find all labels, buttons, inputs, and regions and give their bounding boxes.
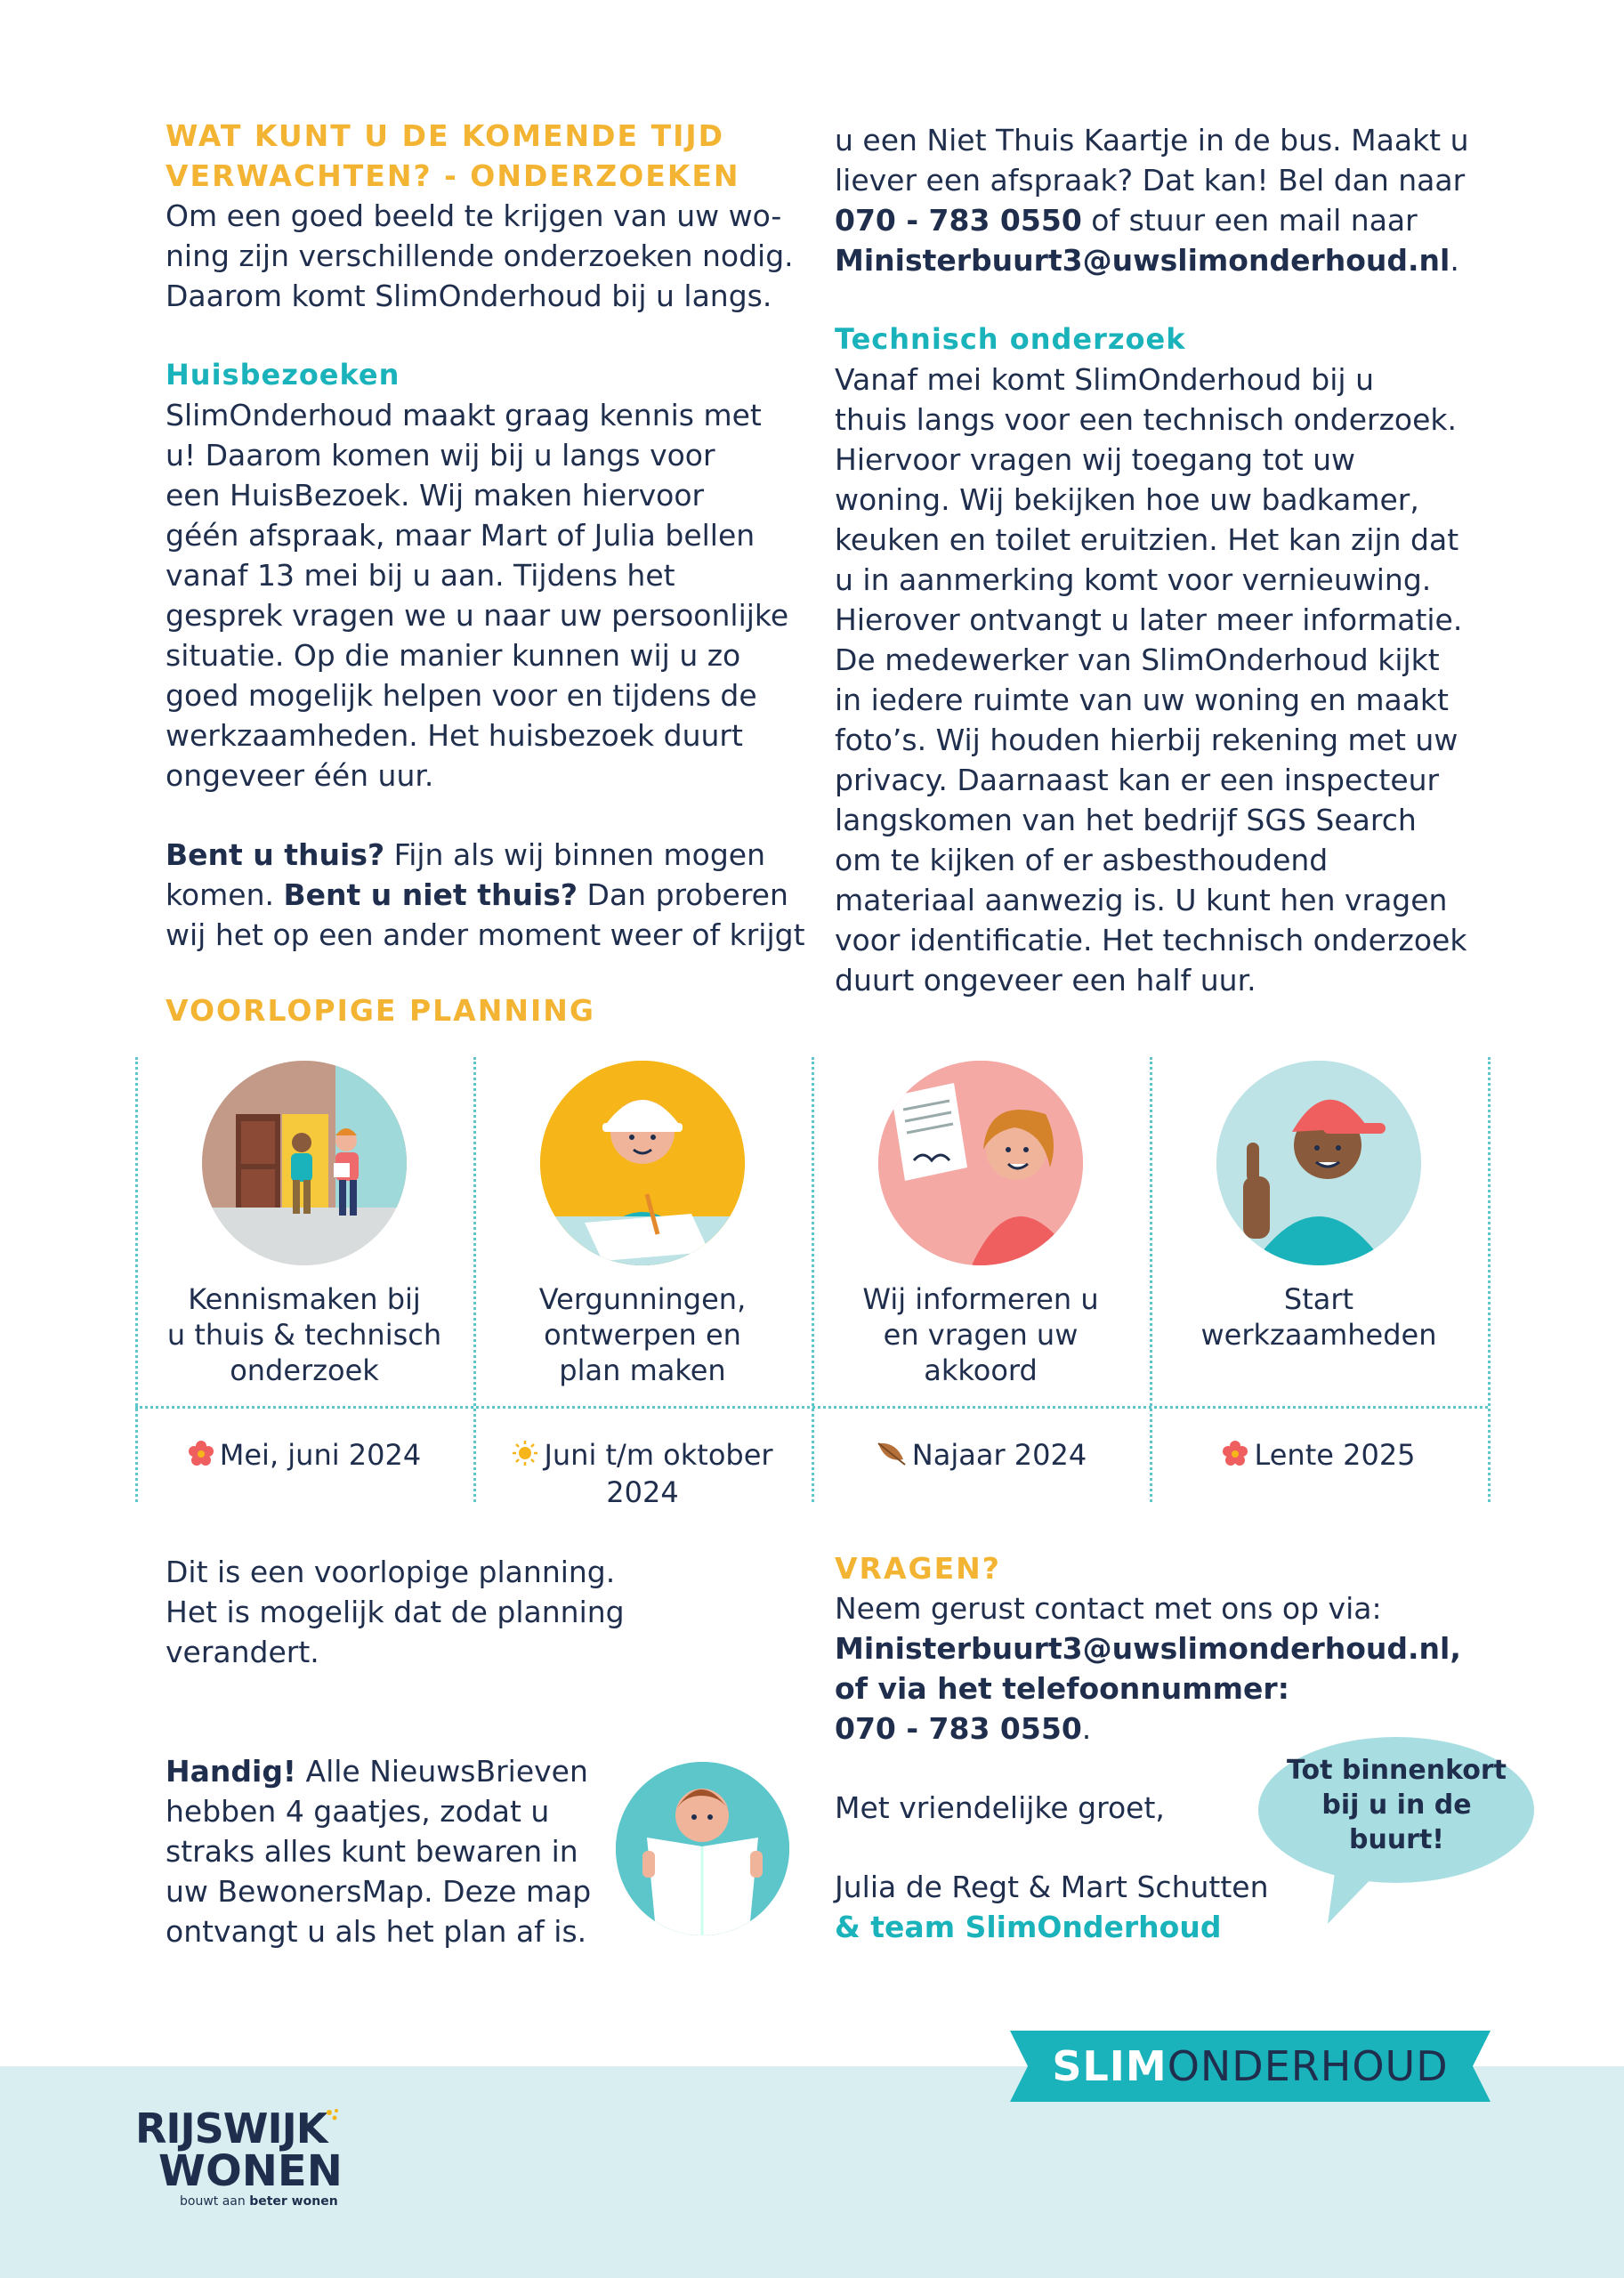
technisch-line: Hierover ontvangt u later meer informatie. xyxy=(835,602,1463,637)
signature-team: & team SlimOnderhoud xyxy=(835,1910,1222,1944)
step-date-text: Lente 2025 xyxy=(1254,1438,1416,1472)
vragen-bold-line: of via het telefoonnummer: xyxy=(835,1671,1289,1706)
cont-line: u een Niet Thuis Kaartje in de bus. Maakt u xyxy=(835,123,1469,158)
planning-note xyxy=(166,1552,771,1672)
document-illustration-icon xyxy=(878,1061,1083,1265)
huisbezoeken-line: u! Daarom komen wij bij u langs voor xyxy=(166,438,715,473)
step-label xyxy=(135,1281,473,1388)
thuis-bold: Bent u thuis? xyxy=(166,837,385,872)
thuis-text: Fijn als wij binnen mogen xyxy=(384,837,765,872)
technisch-title: Technisch onderzoek xyxy=(835,322,1186,356)
huisbezoeken-line: géén afspraak, maar Mart of Julia bellen xyxy=(166,518,755,553)
bubble-line: Tot binnenkort xyxy=(1287,1755,1507,1786)
huisbezoeken-line: SlimOnderhoud maakt graag kennis met xyxy=(166,398,762,432)
handig-text: Alle NieuwsBrieven xyxy=(296,1754,588,1789)
technisch-line: keuken en toilet eruitzien. Het kan zijn dat xyxy=(835,522,1459,557)
logo-sparkle-icon xyxy=(324,2107,342,2125)
table-divider xyxy=(135,1057,138,1502)
handig-line: hebben 4 gaatjes, zodat u xyxy=(166,1794,550,1829)
technisch-line: om te kijken of er asbesthoudend xyxy=(835,843,1329,877)
handig-bold: Handig! xyxy=(166,1754,296,1789)
huisbezoeken-line: een HuisBezoek. Wij maken hiervoor xyxy=(166,478,705,513)
handig-line xyxy=(166,1751,628,1791)
step-label xyxy=(1150,1281,1488,1353)
email-after: . xyxy=(1450,243,1459,278)
step-label-line: Wij informeren u xyxy=(862,1282,1099,1316)
huisbezoeken-line: situatie. Op die manier kunnen wij u zo xyxy=(166,638,741,673)
step-label xyxy=(473,1281,812,1388)
section-heading-line1: WAT KUNT U DE KOMENDE TIJD xyxy=(166,118,725,153)
vragen-heading: VRAGEN? xyxy=(835,1551,1001,1586)
email-line xyxy=(835,240,1475,280)
technisch-line: voor identificatie. Het technisch onderzoek xyxy=(835,923,1467,957)
thuis-line: wij het op een ander moment weer of krijgt xyxy=(166,917,805,952)
vragen-email-link[interactable]: Ministerbuurt3@uwslimonderhoud.nl, xyxy=(835,1631,1461,1666)
huisbezoeken-line: vanaf 13 mei bij u aan. Tijdens het xyxy=(166,558,675,593)
technisch-line: De medewerker van SlimOnderhoud kijkt xyxy=(835,642,1440,677)
logo-line1: RIJSWIJK xyxy=(135,2104,327,2153)
thuis-text: komen. xyxy=(166,877,284,912)
intro-line: ning zijn verschillende onderzoeken nodig. xyxy=(166,238,794,273)
brand-slim: SLIM xyxy=(1052,2042,1168,2090)
note-line: Het is mogelijk dat de planning xyxy=(166,1595,625,1629)
step-label xyxy=(812,1281,1150,1388)
handig-line: ontvangt u als het plan af is. xyxy=(166,1914,587,1949)
table-divider xyxy=(1150,1057,1152,1502)
cont-line: liever een afspraak? Dat kan! Bel dan naar xyxy=(835,163,1466,198)
step-label-line: ontwerpen en xyxy=(544,1318,741,1352)
step-label-line: plan maken xyxy=(559,1353,726,1387)
step-date xyxy=(473,1437,812,1510)
step-label-line: en vragen uw xyxy=(883,1318,1079,1352)
bubble-line: bij u in de xyxy=(1321,1789,1472,1821)
step-date-text: Mei, juni 2024 xyxy=(219,1438,422,1472)
table-row-divider xyxy=(135,1406,1488,1409)
phone-number[interactable]: 070 - 783 0550 xyxy=(835,203,1082,238)
intro-line: Om een goed beeld te krijgen van uw wo- xyxy=(166,198,782,233)
bubble-line: buurt! xyxy=(1348,1824,1444,1855)
technisch-line: u in aanmerking komt voor vernieuwing. xyxy=(835,562,1432,597)
sun-icon xyxy=(512,1439,538,1474)
leaf-icon xyxy=(875,1439,907,1474)
thuis-line xyxy=(166,835,806,875)
step-date-text: Najaar 2024 xyxy=(911,1438,1087,1472)
technisch-line: Vanaf mei komt SlimOnderhoud bij u xyxy=(835,362,1374,397)
vragen-line xyxy=(835,1668,1458,1708)
step-label-line: onderzoek xyxy=(230,1353,379,1387)
vragen-line: Neem gerust contact met ons op via: xyxy=(835,1591,1382,1626)
technisch-line: in iedere ruimte van uw woning en maakt xyxy=(835,683,1449,717)
step-label-line: u thuis & technisch xyxy=(166,1318,442,1352)
rijswijk-wonen-logo[interactable] xyxy=(135,2104,349,2223)
thuis-line xyxy=(166,875,806,915)
speech-bubble xyxy=(1256,1735,1537,1927)
planning-heading: VOORLOPIGE PLANNING xyxy=(166,993,595,1028)
step-label-line: Start xyxy=(1283,1282,1354,1316)
flower-icon xyxy=(1222,1439,1248,1474)
right-column xyxy=(835,120,1475,1000)
technisch-line: foto’s. Wij houden hierbij rekening met uw xyxy=(835,723,1458,757)
step-label-line: Kennismaken bij xyxy=(188,1282,421,1316)
email-link[interactable]: Ministerbuurt3@uwslimonderhoud.nl xyxy=(835,243,1450,278)
huisbezoeken-title: Huisbezoeken xyxy=(166,358,400,392)
step-label-line: werkzaamheden xyxy=(1200,1318,1437,1352)
technisch-line: Hiervoor vragen wij toegang tot uw xyxy=(835,442,1356,477)
meeting-illustration-icon xyxy=(202,1061,407,1265)
technisch-line: thuis langs voor een technisch onderzoek. xyxy=(835,402,1457,437)
technisch-line: duurt ongeveer een half uur. xyxy=(835,963,1256,998)
table-divider xyxy=(473,1057,476,1502)
step-date-text: 2024 xyxy=(606,1475,679,1509)
signature-names: Julia de Regt & Mart Schutten xyxy=(835,1870,1269,1904)
table-divider xyxy=(812,1057,814,1502)
handig-note xyxy=(166,1751,628,1951)
step-label-line: akkoord xyxy=(924,1353,1038,1387)
note-line: verandert. xyxy=(166,1635,319,1669)
flower-icon xyxy=(188,1439,214,1474)
intro-line: Daarom komt SlimOnderhoud bij u langs. xyxy=(166,279,772,313)
huisbezoeken-line: gesprek vragen we u naar uw persoonlijke xyxy=(166,598,789,633)
section-heading-line2: VERWACHTEN? - ONDERZOEKEN xyxy=(166,158,740,193)
thuis-text: Dan proberen xyxy=(578,877,788,912)
left-column xyxy=(166,116,806,955)
greeting: Met vriendelijke groet, xyxy=(835,1790,1165,1825)
huisbezoeken-line: ongeveer één uur. xyxy=(166,758,434,793)
technisch-line: woning. Wij bekijken hoe uw badkamer, xyxy=(835,482,1419,517)
designer-illustration-icon xyxy=(540,1061,745,1265)
tagline-pre: bouwt aan xyxy=(180,2194,250,2209)
step-label-line: Vergunningen, xyxy=(538,1282,747,1316)
step-date xyxy=(1150,1437,1488,1474)
huisbezoeken-line: werkzaamheden. Het huisbezoek duurt xyxy=(166,718,743,753)
slimonderhoud-banner xyxy=(1010,2031,1491,2102)
technisch-line: materiaal aanwezig is. U kunt hen vragen xyxy=(835,883,1448,917)
vragen-phone-number[interactable]: 070 - 783 0550 xyxy=(835,1711,1082,1746)
table-divider xyxy=(1488,1057,1491,1502)
step-date xyxy=(812,1437,1150,1474)
phone-after: of stuur een mail naar xyxy=(1081,203,1418,238)
step-date-text: Juni t/m oktober xyxy=(544,1438,773,1472)
brand-onderhoud: ONDERHOUD xyxy=(1167,2042,1449,2090)
handig-line: straks alles kunt bewaren in xyxy=(166,1834,578,1869)
niet-thuis-bold: Bent u niet thuis? xyxy=(283,877,578,912)
technisch-line: langskomen van het bedrijf SGS Search xyxy=(835,803,1417,837)
phone-after: . xyxy=(1081,1711,1092,1746)
tagline-bold: beter wonen xyxy=(249,2194,338,2209)
handig-line: uw BewonersMap. Deze map xyxy=(166,1874,592,1909)
huisbezoeken-line: goed mogelijk helpen voor en tijdens de xyxy=(166,678,757,713)
worker-illustration-icon xyxy=(1216,1061,1421,1265)
technisch-line: privacy. Daarnaast kan er een inspecteur xyxy=(835,763,1440,797)
reader-illustration-icon xyxy=(616,1762,789,1935)
note-line: Dit is een voorlopige planning. xyxy=(166,1555,616,1589)
logo-line2: WONEN xyxy=(158,2146,343,2196)
step-date xyxy=(135,1437,473,1474)
vragen-email-line xyxy=(835,1628,1461,1668)
phone-line xyxy=(835,200,1475,240)
